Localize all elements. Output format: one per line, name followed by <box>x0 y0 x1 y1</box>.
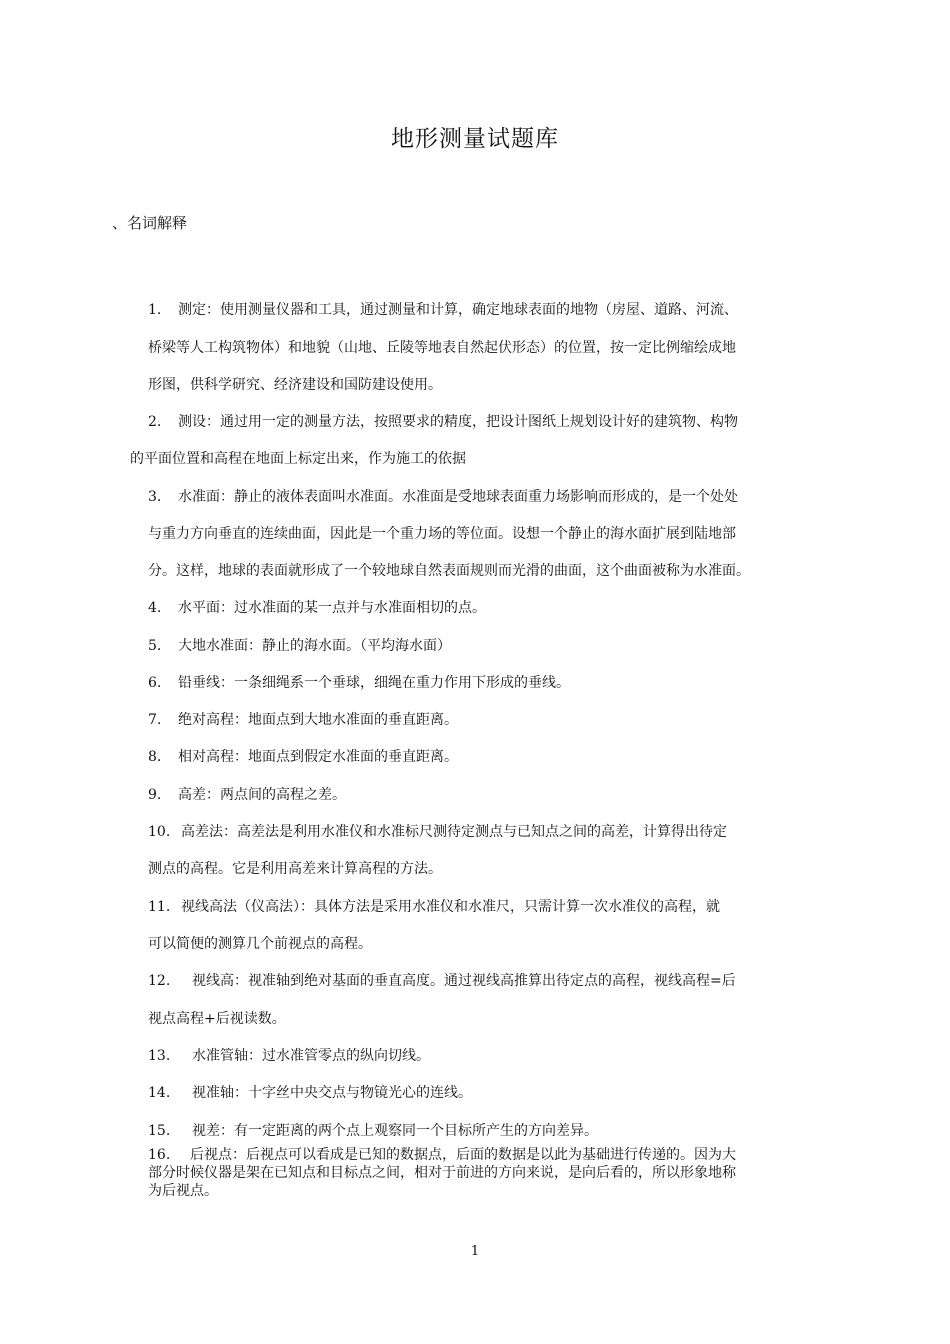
list-item <box>148 889 720 926</box>
item-line: 测设：通过用一定的测量方法，按照要求的精度，把设计图纸上规划设计好的建筑物、构物 <box>178 414 738 430</box>
item-line: 视线高法（仪高法）：具体方法是采用水准仪和水准尺，只需计算一次水准仪的高程，就 <box>181 899 720 915</box>
item-number: 12. <box>148 973 171 989</box>
item-number: 7. <box>148 712 162 728</box>
item-line: 高差：两点间的高程之差。 <box>178 787 346 803</box>
list-item <box>148 665 570 702</box>
item-line: 部分时候仪器是架在已知点和目标点之间，相对于前进的方向来说，是向后看的，所以形象地称 <box>148 1165 736 1181</box>
item-line: 绝对高程：地面点到大地水准面的垂直距离。 <box>178 712 458 728</box>
page-title: 地形测量试题库 <box>391 126 559 152</box>
item-line: 相对高程：地面点到假定水准面的垂直距离。 <box>178 749 458 765</box>
item-line: 视点高程+后视读数。 <box>148 1011 286 1027</box>
item-line: 可以简便的测算几个前视点的高程。 <box>148 936 372 952</box>
item-number: 4. <box>148 600 162 616</box>
item-line: 视线高：视准轴到绝对基面的垂直高度。通过视线高推算出待定点的高程，视线高程=后 <box>192 973 736 989</box>
page-number: 1 <box>470 1244 480 1259</box>
list-item <box>148 702 458 739</box>
item-line: 与重力方向垂直的连续曲面，因此是一个重力场的等位面。设想一个静止的海水面扩展到陆地部 <box>148 526 736 542</box>
item-line: 高差法：高差法是利用水准仪和水准标尺测待定测点与已知点之间的高差，计算得出待定 <box>181 824 727 840</box>
item-line: 大地水准面：静止的海水面。（平均海水面） <box>178 638 451 654</box>
list-item <box>148 590 486 627</box>
item-number: 16. <box>148 1147 171 1163</box>
list-item <box>148 814 727 851</box>
list-item <box>148 1075 472 1112</box>
item-number: 11. <box>148 899 171 915</box>
item-number: 14. <box>148 1085 171 1101</box>
item-line: 铅垂线：一条细绳系一个垂球，细绳在重力作用下形成的垂线。 <box>178 675 570 691</box>
item-number: 15. <box>148 1123 171 1139</box>
item-line: 测定：使用测量仪器和工具，通过测量和计算，确定地球表面的地物（房屋、道路、河流、 <box>178 302 738 318</box>
item-number: 6. <box>148 675 162 691</box>
item-line: 分。这样，地球的表面就形成了一个较地球自然表面规则而光滑的曲面，这个曲面被称为水准面。 <box>148 563 750 579</box>
list-item <box>148 1146 736 1164</box>
item-number: 3. <box>148 489 162 505</box>
item-number: 1. <box>148 302 162 318</box>
list-item <box>148 404 738 441</box>
item-line: 形图，供科学研究、经济建设和国防建设使用。 <box>148 377 442 393</box>
item-number: 2. <box>148 414 162 430</box>
item-number: 8. <box>148 749 162 765</box>
list-item <box>148 963 736 1000</box>
item-line: 水准管轴：过水准管零点的纵向切线。 <box>192 1048 430 1064</box>
item-line: 水平面：过水准面的某一点并与水准面相切的点。 <box>178 600 486 616</box>
item-line: 测点的高程。它是利用高差来计算高程的方法。 <box>148 861 442 877</box>
item-line: 为后视点。 <box>148 1183 218 1199</box>
item-line: 视准轴：十字丝中央交点与物镜光心的连线。 <box>192 1085 472 1101</box>
item-line: 的平面位置和高程在地面上标定出来，作为施工的依据 <box>130 451 466 467</box>
item-line: 桥梁等人工构筑物体）和地貌（山地、丘陵等地表自然起伏形态）的位置，按一定比例缩绘成地 <box>148 340 736 356</box>
item-line: 视差：有一定距离的两个点上观察同一个目标所产生的方向差异。 <box>192 1123 598 1139</box>
item-line: 后视点：后视点可以看成是已知的数据点，后面的数据是以此为基础进行传递的。因为大 <box>190 1147 736 1163</box>
list-item <box>148 739 458 776</box>
list-item <box>148 777 346 814</box>
item-number: 9. <box>148 787 162 803</box>
item-line: 水准面：静止的液体表面叫水准面。水准面是受地球表面重力场影响而形成的，是一个处处 <box>178 489 738 505</box>
item-number: 10. <box>148 824 171 840</box>
item-number: 5. <box>148 638 162 654</box>
item-number: 13. <box>148 1048 171 1064</box>
section-heading: 、名词解释 <box>112 214 188 232</box>
list-item <box>148 479 738 516</box>
list-item <box>148 292 738 329</box>
list-item <box>148 1113 598 1150</box>
list-item <box>148 1038 430 1075</box>
list-item <box>148 628 451 665</box>
